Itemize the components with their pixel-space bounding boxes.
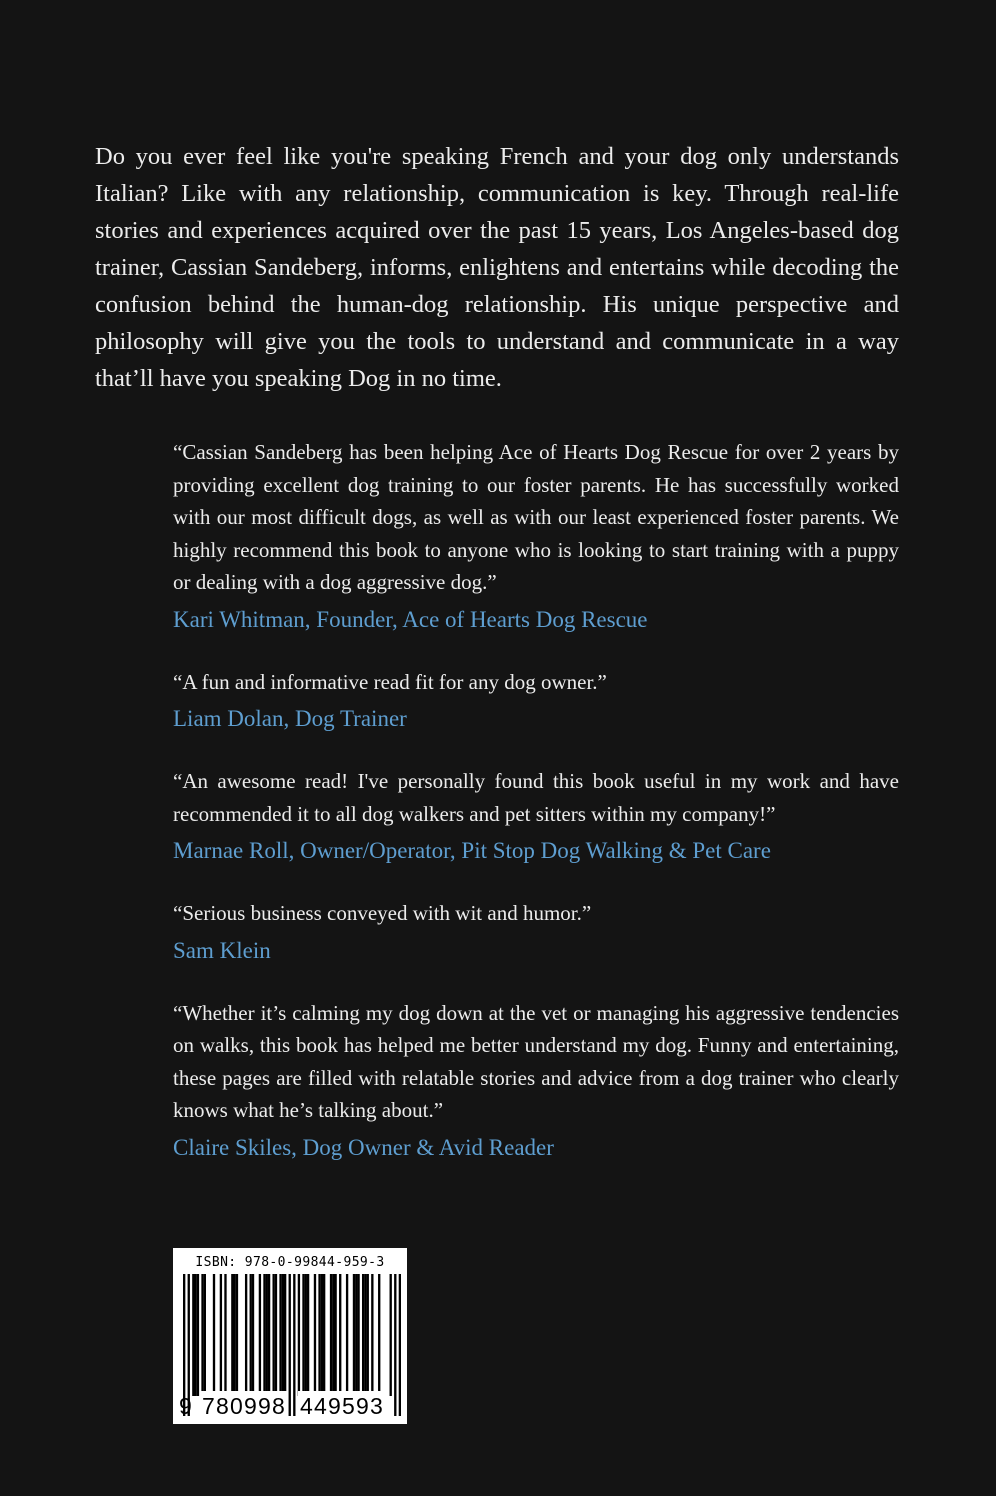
- barcode-bar: [364, 1274, 366, 1396]
- barcode-bar: [357, 1274, 359, 1396]
- barcode-bar: [362, 1274, 364, 1396]
- barcode-bar: [399, 1274, 401, 1416]
- review-item: [173, 436, 899, 635]
- reviews-section: [173, 436, 899, 1194]
- review-quote: “Serious business conveyed with wit and humor.”: [173, 901, 592, 925]
- review-item: [173, 765, 899, 866]
- barcode-bar: [272, 1274, 274, 1396]
- barcode-bar: [321, 1274, 323, 1396]
- barcode-bar: [284, 1274, 286, 1396]
- barcode-bar: [220, 1274, 222, 1396]
- barcode-bar: [252, 1274, 254, 1396]
- barcode-digits-left: 780998: [202, 1393, 286, 1419]
- barcode-bar: [282, 1274, 284, 1396]
- barcode-bar: [279, 1274, 281, 1396]
- barcode-bar: [259, 1274, 261, 1396]
- barcode-bar: [245, 1274, 247, 1396]
- barcode-bar: [355, 1274, 357, 1396]
- barcode-bar: [346, 1274, 348, 1396]
- barcode-bar: [201, 1274, 203, 1396]
- barcode-bar: [353, 1274, 355, 1396]
- barcode-bar: [334, 1274, 336, 1396]
- barcode-bar: [197, 1274, 199, 1396]
- barcode-bar: [298, 1274, 300, 1396]
- barcode-bar: [250, 1274, 252, 1396]
- barcode-bar: [302, 1274, 304, 1396]
- review-quote: “A fun and informative read fit for any dog owner.”: [173, 669, 607, 694]
- barcode-bar: [293, 1274, 295, 1416]
- barcode-bar: [231, 1274, 233, 1396]
- review-item: [173, 897, 899, 966]
- review-quote: “Cassian Sandeberg has been helping Ace of Hearts Dog Rescue for over 2 years by providing excellent dog training to our foster parents. He has successfully worked with our most difficult dogs, as well as with our least experienced foster parents. We highly recommend this book to anyone who is looking to start training with a puppy or dealing with a dog aggressive dog.”: [173, 440, 899, 594]
- barcode-bar: [314, 1274, 316, 1396]
- review-author: Claire Skiles, Dog Owner & Avid Reader: [173, 1134, 554, 1160]
- barcode-bar: [236, 1274, 238, 1396]
- barcode-bar: [192, 1274, 194, 1396]
- review-author: Kari Whitman, Founder, Ace of Hearts Dog Rescue: [173, 606, 648, 632]
- barcode-bar: [307, 1274, 309, 1396]
- review-author: Marnae Roll, Owner/Operator, Pit Stop Dog Walking & Pet Care: [173, 838, 771, 863]
- barcode-bar: [305, 1274, 307, 1396]
- barcode-bar: [213, 1274, 215, 1396]
- review-quote: “Whether it’s calming my dog down at the vet or managing his aggressive tendencies on walks, this book has helped me better understand my dog. Funny and entertaining, these pages are filled with relatable stories and advice from a dog trainer who clearly knows what he’s talking about.”: [173, 1000, 899, 1122]
- barcode-bar: [233, 1274, 235, 1396]
- barcode-digit-first: 9: [179, 1393, 192, 1419]
- isbn-barcode: [173, 1248, 407, 1424]
- barcode-bar: [330, 1274, 332, 1396]
- book-description: Do you ever feel like you're speaking French and your dog only understands Italian? Like with any relationship, communication is key. Through real-life stories and experiences acquired over the past 15 years, Los Angeles-based dog trainer, Cassian Sandeberg, informs, enlightens and entertains while decoding the confusion behind the human-dog relationship. His unique perspective and philosophy will give you the tools to understand and communicate in a way that’ll have you speaking Dog in no time.: [95, 143, 899, 392]
- barcode-bar: [378, 1274, 380, 1396]
- review-item: [173, 997, 899, 1163]
- barcode-bar: [367, 1274, 369, 1396]
- barcode-bar: [194, 1274, 196, 1396]
- barcode-digits-right: 449593: [300, 1393, 384, 1419]
- barcode-bar: [323, 1274, 325, 1396]
- barcode-bar: [275, 1274, 277, 1396]
- review-quote: “An awesome read! I've personally found this book useful in my work and have recommended it to all dog walkers and pet sitters within my company!”: [173, 769, 899, 826]
- isbn-label: ISBN: 978-0-99844-959-3: [195, 1255, 385, 1270]
- barcode-bar: [390, 1274, 392, 1396]
- barcode-bar: [318, 1274, 320, 1396]
- review-author: Liam Dolan, Dog Trainer: [173, 706, 407, 731]
- barcode-bar: [263, 1274, 265, 1396]
- review-item: [173, 666, 899, 735]
- review-author: Sam Klein: [173, 937, 271, 963]
- barcode-bar: [339, 1274, 341, 1396]
- barcode-bar: [224, 1274, 226, 1396]
- barcode-bar: [371, 1274, 373, 1396]
- barcode-bar: [394, 1274, 396, 1416]
- barcode-bar: [268, 1274, 270, 1396]
- barcode-bar: [266, 1274, 268, 1396]
- barcode-bar: [289, 1274, 291, 1416]
- barcode-bar: [204, 1274, 206, 1396]
- barcode-bar: [332, 1274, 334, 1396]
